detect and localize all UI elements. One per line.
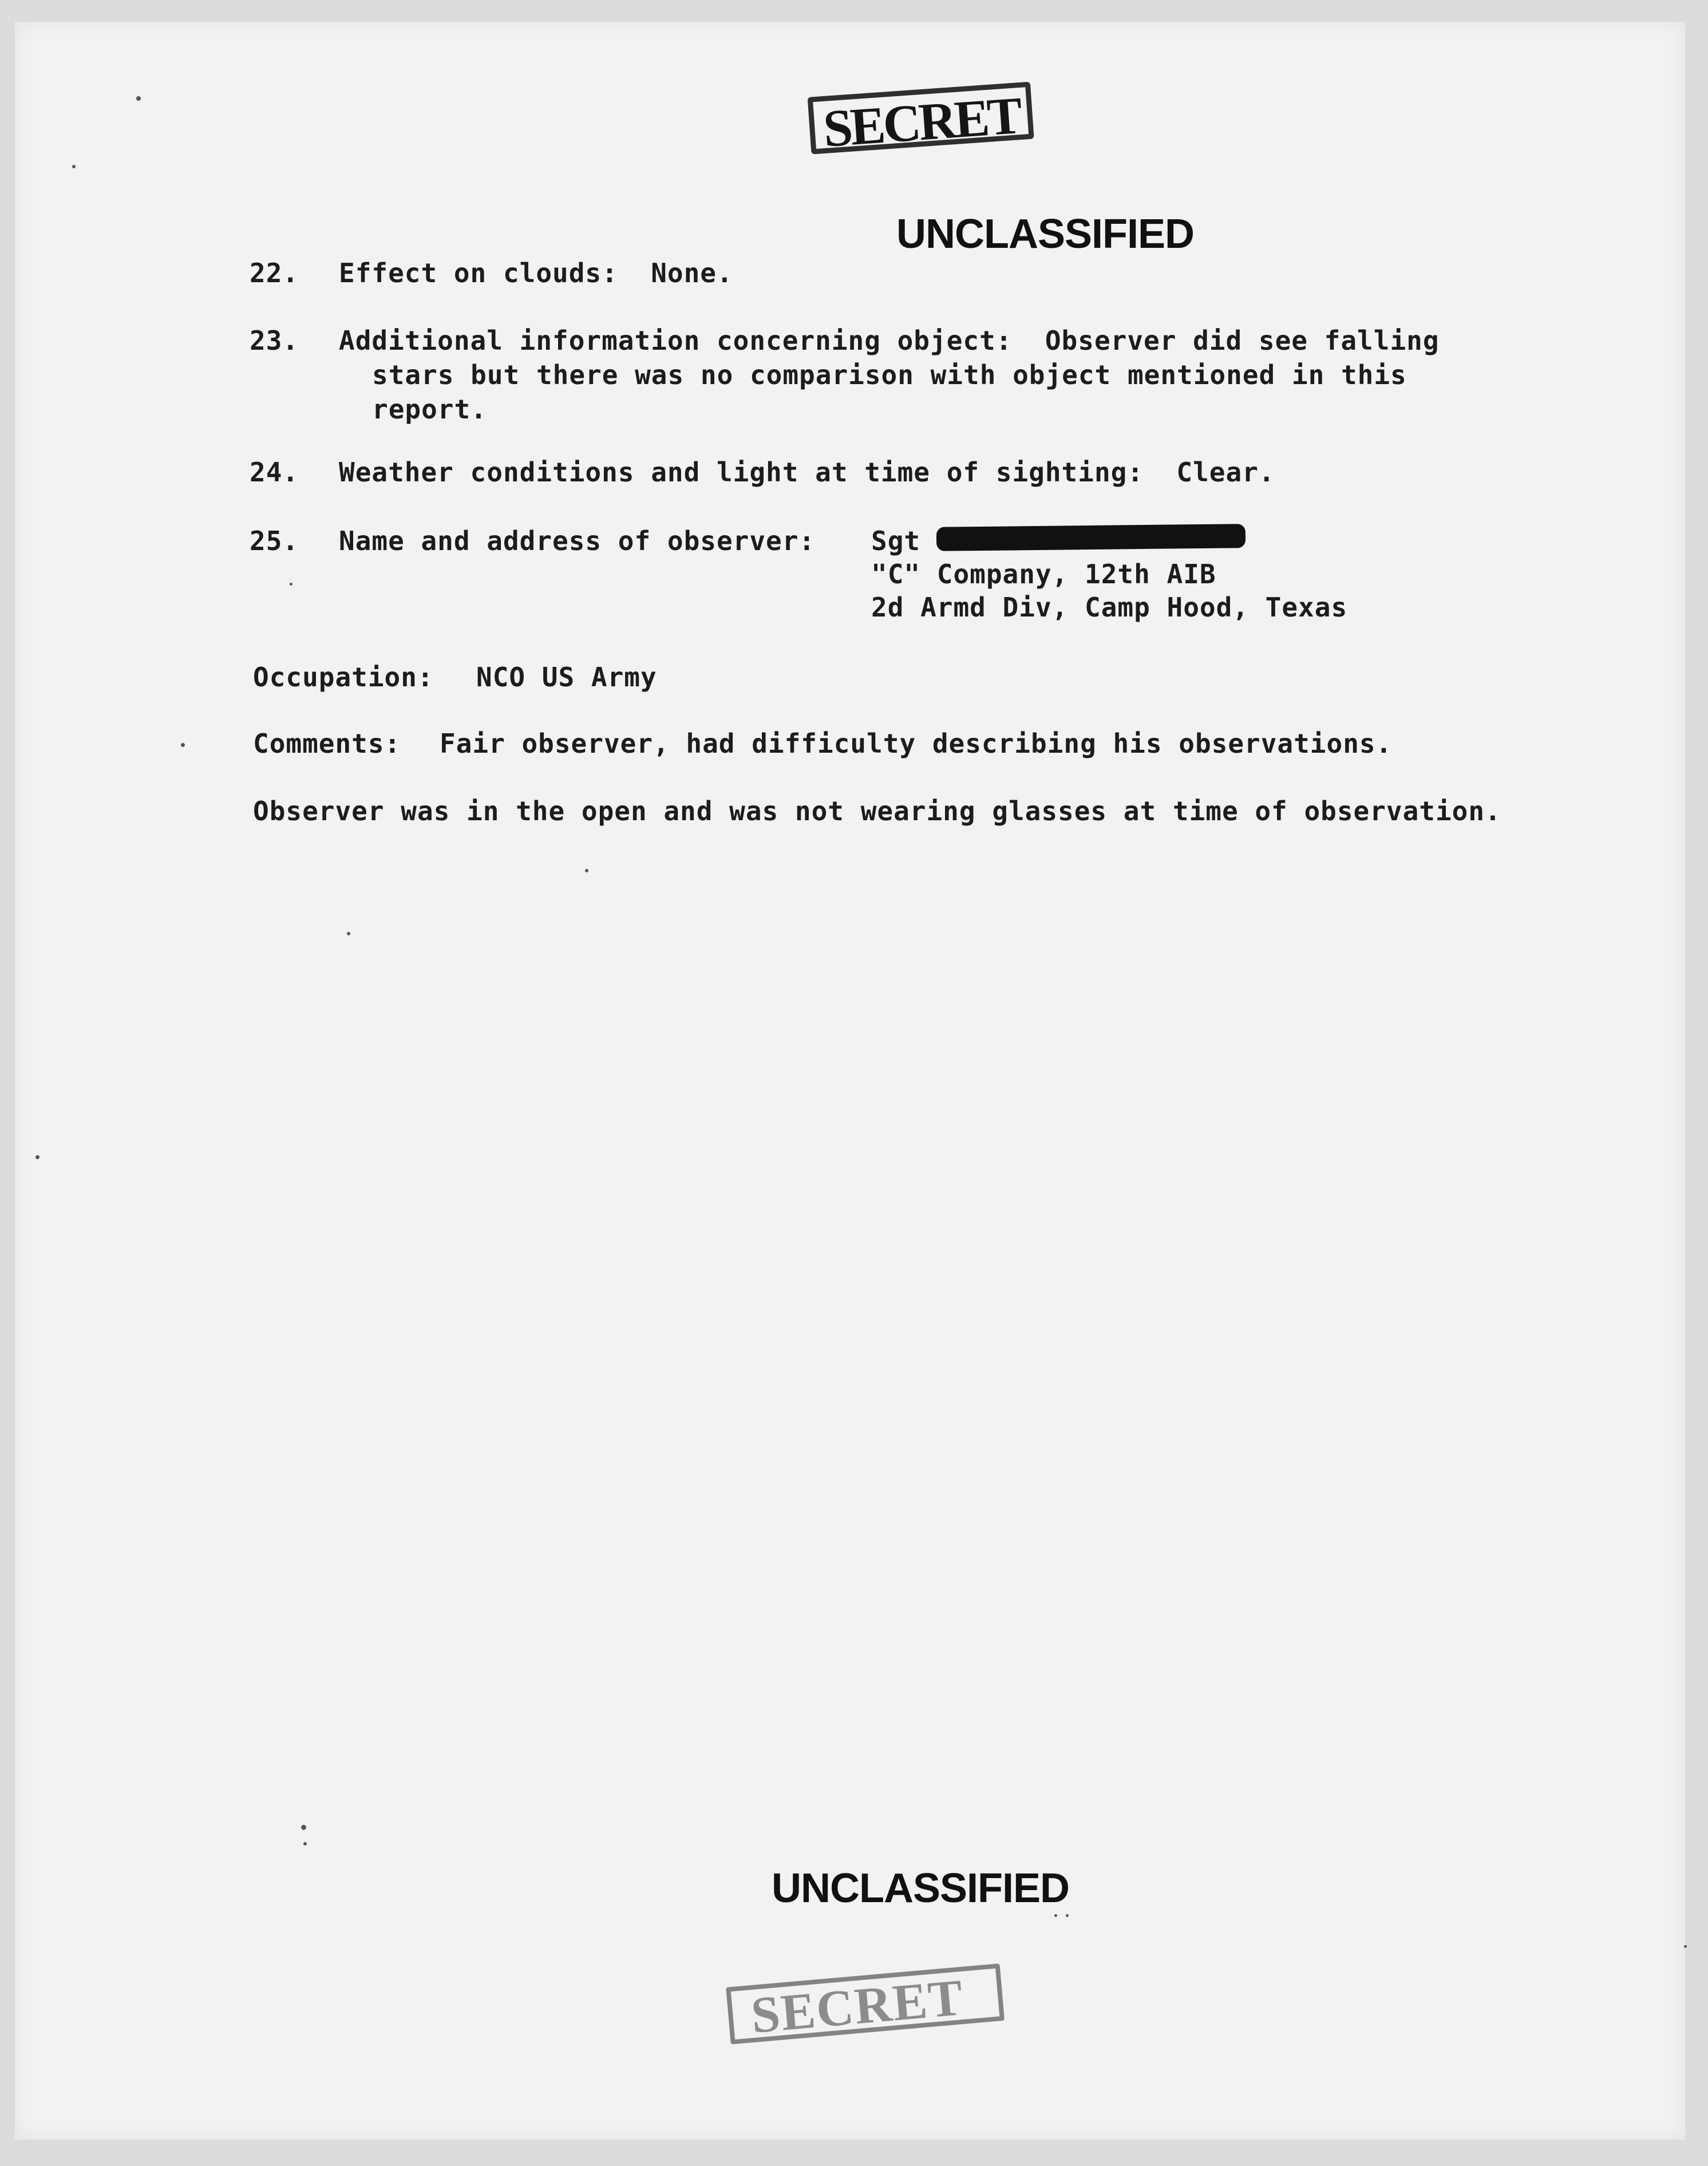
speck bbox=[347, 932, 350, 935]
speck bbox=[181, 743, 185, 747]
speck bbox=[1054, 1914, 1057, 1917]
speck bbox=[35, 1155, 39, 1159]
occupation-label: Occupation: bbox=[253, 662, 434, 693]
item-24-text: Weather conditions and light at time of sighting: Clear. bbox=[339, 457, 1275, 488]
item-23-continuation-2: report. bbox=[372, 394, 487, 425]
item-24-number: 24. bbox=[250, 457, 299, 488]
secret-stamp-bottom-text: SECRET bbox=[749, 1969, 966, 2045]
secret-stamp-bottom bbox=[725, 1951, 1017, 2061]
speck bbox=[1684, 1945, 1687, 1948]
speck bbox=[290, 583, 292, 586]
speck bbox=[136, 96, 141, 101]
item-22-number: 22. bbox=[250, 258, 299, 288]
speck bbox=[585, 869, 588, 872]
occupation-value: NCO US Army bbox=[476, 662, 657, 693]
item-23-text: Additional information concerning object: Observer did see falling bbox=[339, 325, 1440, 356]
comments-label: Comments: bbox=[253, 728, 401, 759]
item-22-text: Effect on clouds: None. bbox=[339, 258, 733, 288]
classification-top: UNCLASSIFIED bbox=[896, 211, 1195, 257]
speck bbox=[1066, 1914, 1069, 1917]
item-25-number: 25. bbox=[250, 525, 299, 556]
observer-location: 2d Armd Div, Camp Hood, Texas bbox=[871, 592, 1348, 623]
speck bbox=[303, 1842, 307, 1845]
observer-rank: Sgt bbox=[871, 525, 921, 556]
paper-sheet bbox=[15, 22, 1685, 2140]
observer-unit: "C" Company, 12th AIB bbox=[871, 559, 1216, 590]
secret-stamp-top-text: SECRET bbox=[821, 86, 1022, 158]
redaction-bar bbox=[936, 524, 1246, 551]
item-23-number: 23. bbox=[250, 325, 299, 356]
speck bbox=[72, 165, 76, 168]
item-23-continuation-1: stars but there was no comparison with object mentioned in this bbox=[372, 359, 1407, 390]
classification-bottom: UNCLASSIFIED bbox=[772, 1865, 1070, 1911]
item-25-text: Name and address of observer: bbox=[339, 525, 816, 556]
speck bbox=[301, 1825, 306, 1830]
closing-statement: Observer was in the open and was not wearing glasses at time of observation. bbox=[253, 796, 1501, 827]
comments-value: Fair observer, had difficulty describing his observations. bbox=[440, 728, 1393, 759]
secret-stamp-top bbox=[807, 76, 1038, 165]
